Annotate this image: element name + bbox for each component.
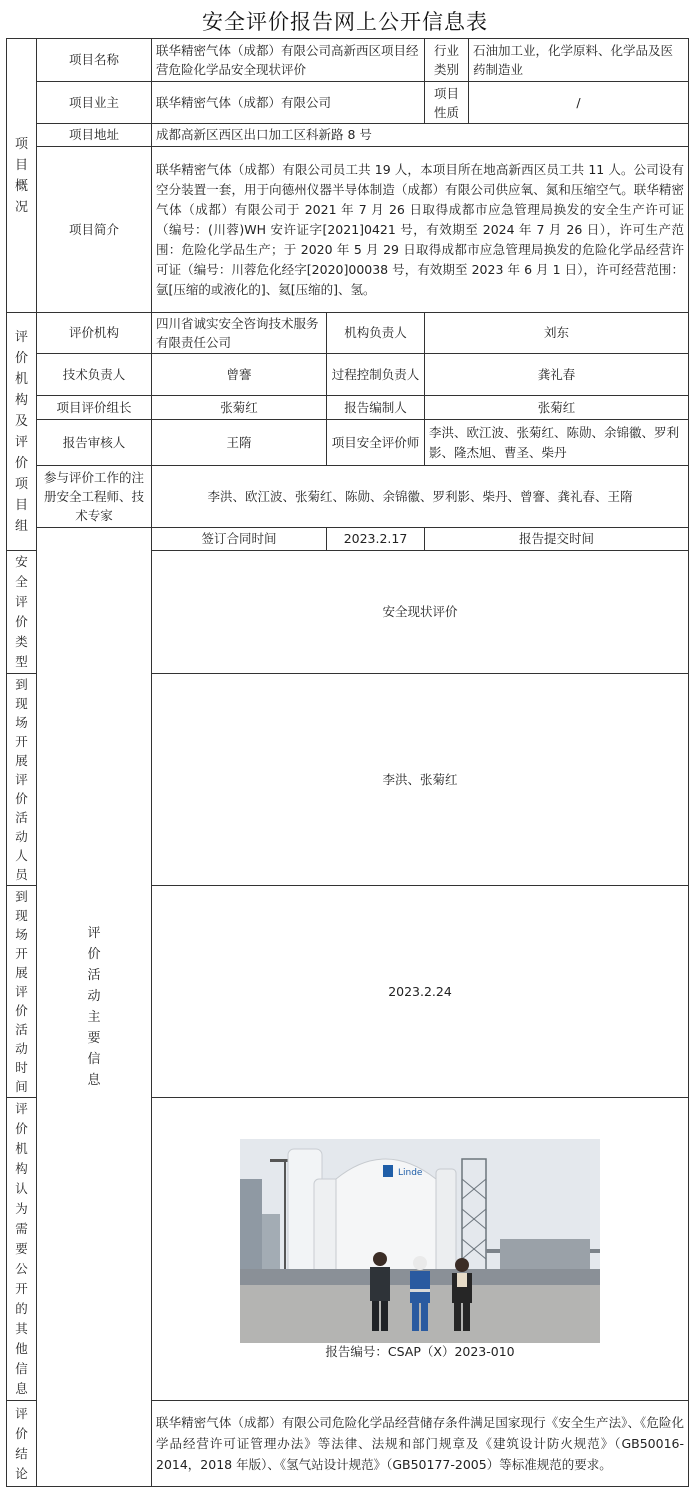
project-owner-label: 项目业主	[37, 82, 152, 124]
project-address-label: 项目地址	[37, 124, 152, 147]
onsite-time-value: 2023.2.24	[152, 886, 689, 1098]
agency-head-value: 刘东	[425, 313, 689, 354]
industry-value: 石油加工业，化学原料、化学品及医药制造业	[469, 39, 689, 82]
report-writer-value: 张菊红	[425, 396, 689, 420]
participants-label: 参与评价工作的注册安全工程师、技术专家	[37, 466, 152, 528]
project-intro-value: 联华精密气体（成都）有限公司员工共 19 人，本项目所在地高新西区员工共 11 人。公司设有空分装置一套，用于向德州仪器半导体制造（成都）有限公司供应氧、氮和压缩空气。联华精密气体（成都）有限公司于 2021 年 7 月 26 日取得成都市应急管理局换发的安全生产许可证（编号：(川蓉)WH 安许证字[2021]0421 号，有效期至 2024 年 7 月 26 日），许可生产范围：危险化学品生产；于 2020 年 5 月 29 日取得成都市应急管理局换发的危险化学品经营许可证（编号：川蓉危化经字[2020]00038 号，有效期至 2023 年 6 月 1 日），许可经营范围：氩[压缩的或液化的]、氦[压缩的]、氢。	[152, 147, 689, 313]
eval-type-value: 安全现状评价	[152, 551, 689, 674]
eval-type-label: 安全评价类型	[7, 551, 37, 674]
conclusion-label: 评价结论	[7, 1401, 37, 1487]
onsite-staff-value: 李洪、张菊红	[152, 674, 689, 886]
contract-time-label: 签订合同时间	[152, 528, 327, 551]
site-photo	[240, 1139, 600, 1343]
team-leader-label: 项目评价组长	[37, 396, 152, 420]
section-org: 评价机构及评价项目组	[7, 313, 37, 551]
project-nature-label: 项目性质	[425, 82, 469, 124]
team-leader-value: 张菊红	[152, 396, 327, 420]
agency-head-label: 机构负责人	[327, 313, 425, 354]
info-table	[6, 38, 689, 1487]
contract-time-value: 2023.2.17	[327, 528, 425, 551]
project-address-value: 成都高新区西区出口加工区科新路 8 号	[152, 124, 689, 147]
onsite-staff-label: 到现场开展评价活动人员	[7, 674, 37, 886]
industry-label: 行业类别	[425, 39, 469, 82]
process-head-value: 龚礼春	[425, 354, 689, 396]
evaluators-label: 项目安全评价师	[327, 420, 425, 466]
other-info-cell	[152, 1098, 689, 1401]
project-intro-label: 项目简介	[37, 147, 152, 313]
report-writer-label: 报告编制人	[327, 396, 425, 420]
project-nature-value: /	[469, 82, 689, 124]
reviewer-label: 报告审核人	[37, 420, 152, 466]
reviewer-value: 王隋	[152, 420, 327, 466]
process-head-label: 过程控制负责人	[327, 354, 425, 396]
page-title: 安全评价报告网上公开信息表	[202, 10, 488, 34]
agency-label: 评价机构	[37, 313, 152, 354]
onsite-time-label: 到现场开展评价活动时间	[7, 886, 37, 1098]
section-overview: 项目概况	[7, 39, 37, 313]
evaluators-value: 李洪、欧江波、张菊红、陈勋、余锦徽、罗利影、隆杰旭、曹圣、柴丹	[425, 420, 689, 466]
project-name-label: 项目名称	[37, 39, 152, 82]
tech-head-value: 曾謇	[152, 354, 327, 396]
other-info-label: 评价机构认为需要公开的其他信息	[7, 1098, 37, 1401]
project-owner-value: 联华精密气体（成都）有限公司	[152, 82, 425, 124]
section-activity: 评价活动主要信息	[37, 528, 152, 1487]
report-number: 报告编号：CSAP（X）2023-010	[325, 1344, 515, 1359]
tech-head-label: 技术负责人	[37, 354, 152, 396]
site-photo-graphic	[240, 1139, 600, 1343]
agency-value: 四川省诚实安全咨询技术服务有限责任公司	[152, 313, 327, 354]
conclusion-value: 联华精密气体（成都）有限公司危险化学品经营储存条件满足国家现行《安全生产法》、《危险化学品经营许可证管理办法》等法律、法规和部门规章及《建筑设计防火规范》（GB50016-2014，2018 年版）、《氢气站设计规范》（GB50177-2005）等标准规范的要求。	[152, 1401, 689, 1487]
submit-time-label: 报告提交时间	[425, 528, 689, 551]
participants-value: 李洪、欧江波、张菊红、陈勋、余锦徽、罗利影、柴丹、曾謇、龚礼春、王隋	[152, 466, 689, 528]
project-name-value: 联华精密气体（成都）有限公司高新西区项目经营危险化学品安全现状评价	[152, 39, 425, 82]
linde-logo-text: Linde	[398, 1168, 423, 1178]
